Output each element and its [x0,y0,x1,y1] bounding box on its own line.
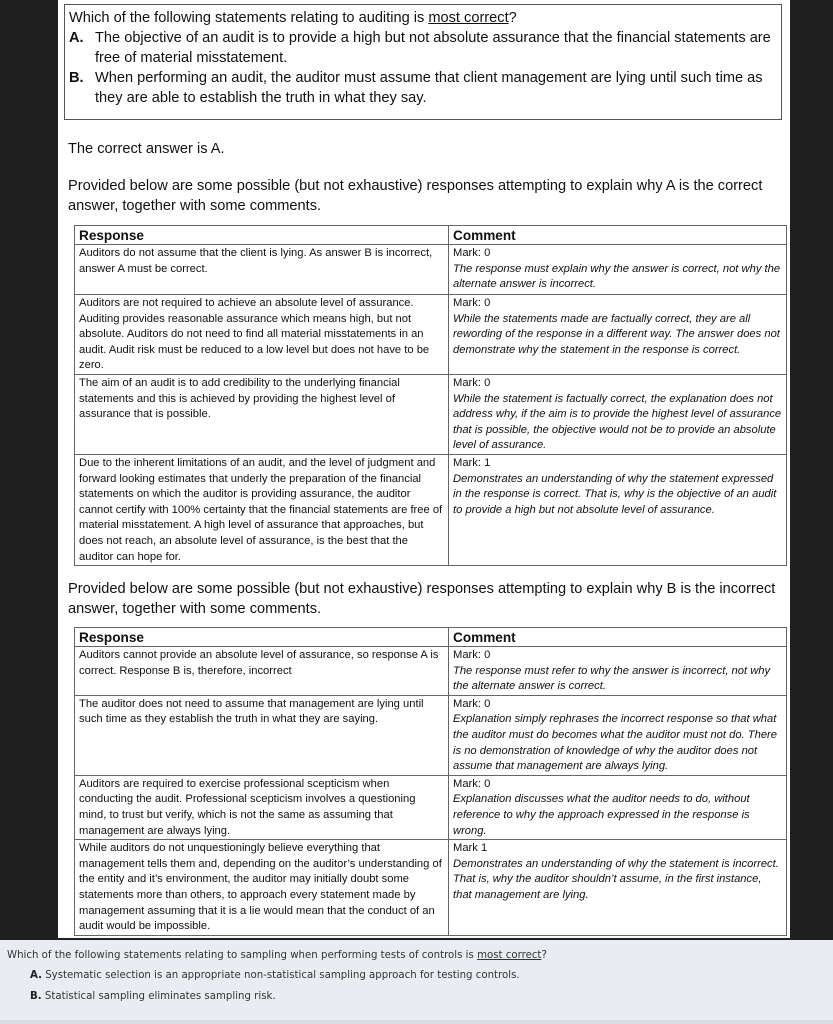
next-question-panel [0,940,833,1024]
response-cell: The auditor does not need to assume that management are lying until such time as they establish the truth in what they are saying. [75,695,449,775]
next-option-a[interactable]: A. Systematic selection is an appropriate non-statistical sampling approach for testing controls. [30,970,520,981]
question-stem: Which of the following statements relating to auditing is most correct? [69,10,517,26]
comment-cell: Mark: 0 Explanation simply rephrases the incorrect response so that what the auditor must do becomes what the auditor must not do. There is no demonstration of knowledge of why the auditor does not assume that management are always lying. [449,695,787,775]
option-a: A. The objective of an audit is to provide a high but not absolute assurance that the financial statements are free of material misstatement. [69,30,771,66]
table-row [75,374,787,454]
table-row [75,775,787,839]
table-a [74,225,787,566]
response-cell: The aim of an audit is to add credibility to the underlying financial statements and this is achieved by providing the highest level of assurance that is possible. [75,374,449,454]
response-cell: Due to the inherent limitations of an audit, and the level of judgment and forward looking estimates that underly the preparation of the financial statements on which the auditor is providing assurance, the auditor cannot certify with 100% certainty that the financial statements are free of material misstatement. A high level of assurance that approaches, but does not reach, an absolute level of assurance, is the best that the auditor can hope for. [75,454,449,565]
response-cell: Auditors are required to exercise professional scepticism when conducting the audit. Professional scepticism involves a questioning mind, to trust but verify, which is not the same as assuming that management are always lying. [75,775,449,839]
comment-cell: Mark: 0 The response must refer to why the answer is incorrect, not why the alternate answer is correct. [449,647,787,696]
question-box [64,4,782,120]
response-cell: While auditors do not unquestioningly believe everything that management tells them and, depending on the auditor’s understanding of the entity and it’s environment, the auditor may initially doubt some statements more than others, to approach every statement made by management assuming that it is a lie would mean that the conduct of an audit would be impossible. [75,840,449,936]
table-header [75,628,787,647]
comment-cell: Mark: 0 While the statements made are factually correct, they are all rewording of the response in a different way. The answer does not demonstrate why the statement in the response is correct. [449,295,787,375]
emphasis-most-correct: most correct [477,950,542,961]
response-cell: Auditors do not assume that the client is lying. As answer B is incorrect, answer A must be correct. [75,245,449,295]
table-row [75,245,787,295]
document-page [58,0,790,938]
table-header [75,226,787,245]
intro-b: Provided below are some possible (but not exhaustive) responses attempting to explain why B is the incorrect answer, together with some comments. [68,581,776,617]
comment-cell: Mark: 0 Explanation discusses what the auditor needs to do, without reference to why the approach expressed in the response is wrong. [449,775,787,839]
table-row [75,454,787,565]
table-b [74,627,787,936]
comment-cell: Mark: 0 While the statement is factually correct, the explanation does not address why, if the aim is to provide the highest level of assurance that is possible, the objective would not be to provide an absolute level of assurance. [449,374,787,454]
header-comment: Comment [449,628,787,647]
emphasis-most-correct: most correct [428,10,509,26]
header-response: Response [75,226,449,245]
comment-cell: Mark: 1 Demonstrates an understanding of why the statement expressed in the response is correct. That is, why is the objective of an audit to provide a high but not absolute level of assurance. [449,454,787,565]
next-question-stem: Which of the following statements relating to sampling when performing tests of controls is most correct? [7,950,547,961]
table-row [75,695,787,775]
correct-answer: The correct answer is A. [68,141,225,157]
response-cell: Auditors cannot provide an absolute level of assurance, so response A is correct. Response B is, therefore, incorrect [75,647,449,696]
table-row [75,295,787,375]
option-b: B. When performing an audit, the auditor must assume that client management are lying until such time as they are able to establish the truth in what they say. [69,70,763,106]
header-response: Response [75,628,449,647]
response-cell: Auditors are not required to achieve an absolute level of assurance. Auditing provides reasonable assurance which means high, but not absolute. Auditors do not need to find all material misstatements in an audit. Audit risk must be reduced to a low level but does not have to be zero. [75,295,449,375]
header-comment: Comment [449,226,787,245]
table-row [75,840,787,936]
comment-cell: Mark 1 Demonstrates an understanding of why the statement is incorrect. That is, why the auditor shouldn’t assume, in the first instance, that management are lying. [449,840,787,936]
panel-edge [0,1020,833,1024]
table-row [75,647,787,696]
comment-cell: Mark: 0 The response must explain why the answer is correct, not why the alternate answer is incorrect. [449,245,787,295]
next-option-b[interactable]: B. Statistical sampling eliminates sampling risk. [30,991,276,1002]
intro-a: Provided below are some possible (but not exhaustive) responses attempting to explain why A is the correct answer, together with some comments. [68,178,763,214]
